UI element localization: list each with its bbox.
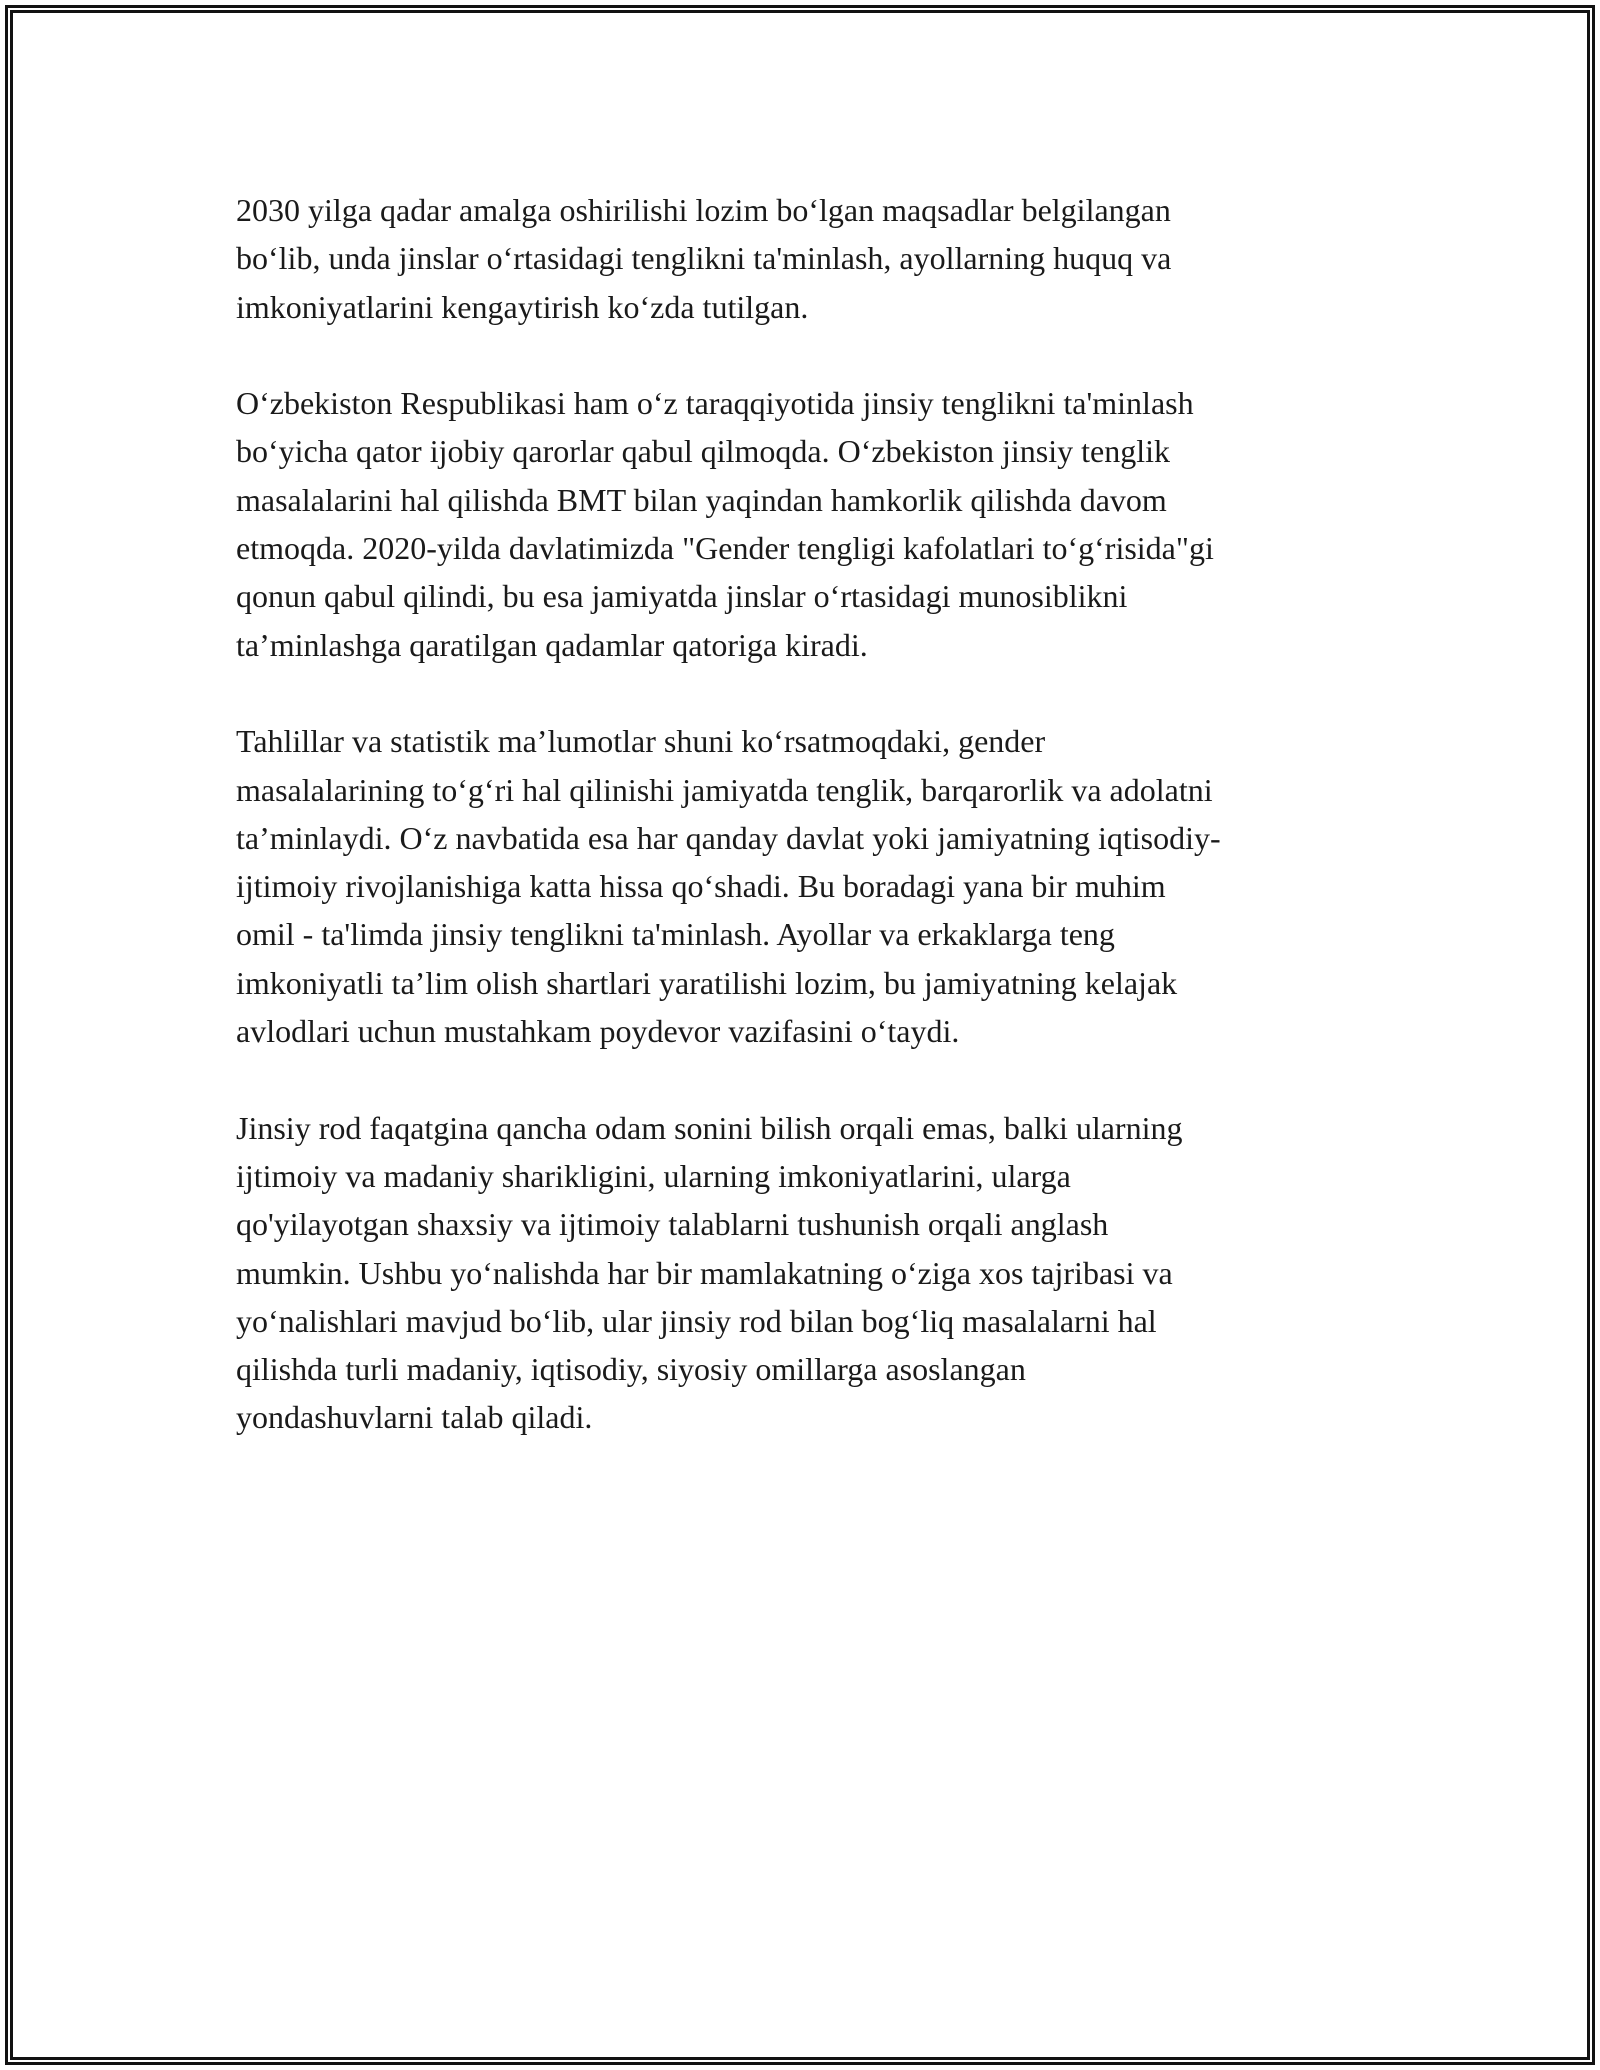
paragraph-4: Jinsiy rod faqatgina qancha odam sonini bilish orqali emas, balki ularning ijtimoiy va madaniy sharikligini, ularning imkoniyatlarini, ularga qo'yilayotgan shaxsiy va ijtimoiy talablarni tushunish orqali anglash mumkin. Ushbu yo‘nalishda har bir mamlakatning o‘ziga xos tajribasi va yo‘nalishlari mavjud bo‘lib, ular jinsiy rod bilan bog‘liq masalalarni hal qilishda turli madaniy, iqtisodiy, siyosiy omillarga asoslangan yondashuvlarni talab qiladi. (236, 1109, 1183, 1436)
paragraph-1: 2030 yilga qadar amalga oshirilishi lozim bo‘lgan maqsadlar belgilangan bo‘lib, unda jinslar o‘rtasidagi tenglikni ta'minlash, ayollarning huquq va imkoniyatlarini kengaytirish ko‘zda tutilgan. (236, 192, 1172, 325)
paragraph-3: Tahlillar va statistik ma’lumotlar shuni ko‘rsatmoqdaki, gender masalalarining to‘g‘ri hal qilinishi jamiyatda tenglik, barqarorlik va adolatni ta’minlaydi. O‘z navbatida esa har qanday davlat yoki jamiyatning iqtisodiy- ijtimoiy rivojlanishiga katta hissa qo‘shadi. Bu boradagi yana bir muhim omil - ta'limda jinsiy tenglikni ta'minlash. Ayollar va erkaklarga teng imkoniyatli ta’lim olish shartlari yaratilishi lozim, bu jamiyatning kelajak avlodlari uchun mustahkam poydevor vazifasini o‘taydi. (236, 723, 1221, 1050)
paragraph-2: O‘zbekiston Respublikasi ham o‘z taraqqiyotida jinsiy tenglikni ta'minlash bo‘yicha qator ijobiy qarorlar qabul qilmoqda. O‘zbekiston jinsiy tenglik masalalarini hal qilishda BMT bilan yaqindan hamkorlik qilishda davom etmoqda. 2020-yilda davlatimizda "Gender tengligi kafolatlari to‘g‘risida"gi qonun qabul qilindi, bu esa jamiyatda jinslar o‘rtasidagi munosiblikni ta’minlashga qaratilgan qadamlar qatoriga kiradi. (236, 385, 1214, 663)
document-body (236, 186, 1376, 1490)
